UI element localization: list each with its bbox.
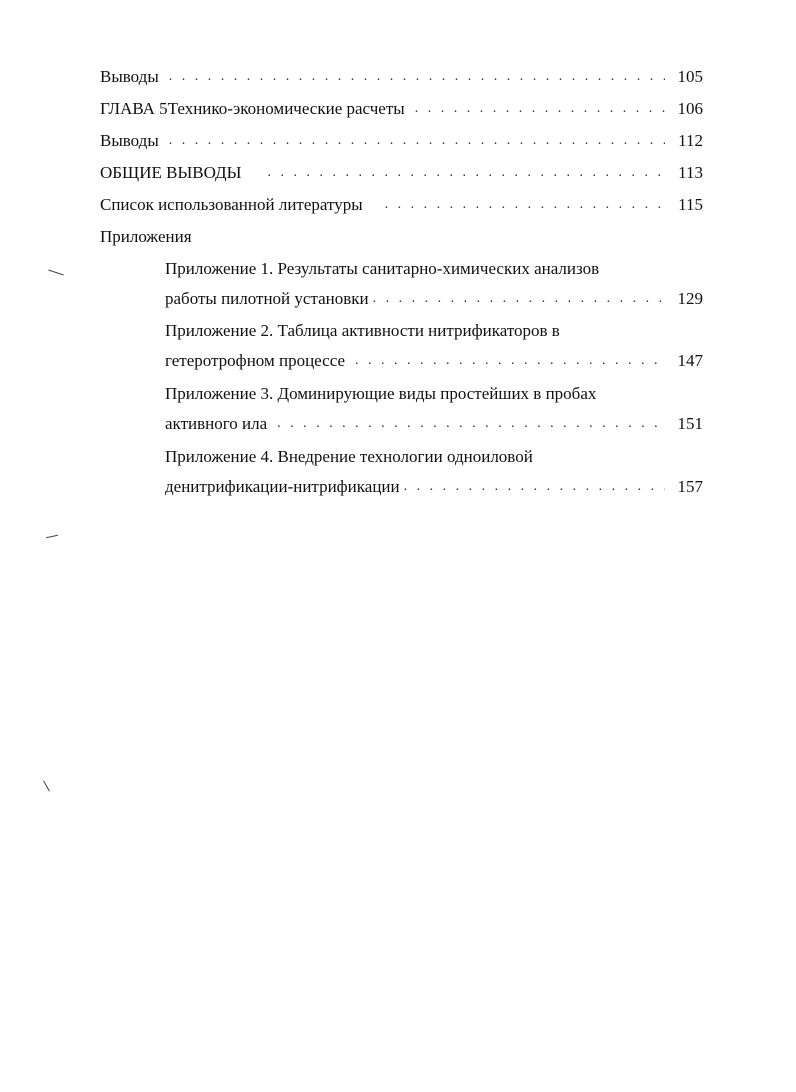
- toc-entry-appendix-3: [165, 409, 703, 435]
- toc-entry-appendix-2: [165, 346, 703, 372]
- toc-entry-title: Технико-экономические расчеты: [167, 99, 405, 118]
- dot-leader: [373, 288, 665, 310]
- dot-leader: [355, 350, 665, 372]
- toc-page-number: 105: [677, 67, 703, 86]
- scan-mark: [48, 270, 64, 276]
- appendix-4-line-1: Приложение 4. Внедрение технологии одноиловой: [165, 447, 533, 466]
- appendix-1-line-1: Приложение 1. Результаты санитарно-химических анализов: [165, 259, 600, 278]
- scan-mark: [43, 781, 50, 792]
- toc-entry-appendix-4: [165, 472, 703, 498]
- toc-page-number: 129: [677, 289, 703, 308]
- toc-entry-title: Выводы: [100, 131, 159, 150]
- dot-leader: [415, 98, 665, 120]
- dot-leader: [385, 194, 665, 216]
- scan-mark: [46, 535, 58, 538]
- toc-entry-title: гетеротрофном процессе: [165, 351, 345, 370]
- toc-page-number: 147: [677, 351, 703, 370]
- toc-entry-title: денитрификации-нитрификации: [165, 477, 400, 496]
- toc-entry-title: работы пилотной установки: [165, 289, 369, 308]
- dot-leader: [277, 413, 665, 435]
- toc-page-number: 151: [677, 414, 703, 433]
- toc-page-number: 115: [678, 195, 703, 214]
- toc-page-number: 106: [677, 99, 703, 118]
- dot-leader: [404, 476, 665, 498]
- chapter-number: ГЛАВА 5: [100, 99, 168, 118]
- dot-leader: [267, 162, 665, 184]
- toc-entry-title: Выводы: [100, 67, 159, 86]
- toc-page-number: 113: [678, 163, 703, 182]
- toc-page-number: 157: [677, 477, 703, 496]
- appendix-3-line-1: Приложение 3. Доминирующие виды простейших в пробах: [165, 384, 597, 403]
- dot-leader: [169, 66, 665, 88]
- toc-entry-title: ОБЩИЕ ВЫВОДЫ: [100, 163, 242, 182]
- toc-entry-vyvody-1: [100, 62, 703, 88]
- appendices-heading: Приложения: [100, 227, 192, 246]
- toc-entry-title: Список использованной литературы: [100, 195, 363, 214]
- toc-entry-general-conclusions: [100, 158, 703, 184]
- toc-entry-chapter-5: [100, 94, 703, 120]
- toc-page-number: 112: [678, 131, 703, 150]
- dot-leader: [169, 130, 665, 152]
- appendix-2-line-1: Приложение 2. Таблица активности нитрификаторов в: [165, 321, 560, 340]
- toc-entry-title: активного ила: [165, 414, 268, 433]
- toc-entry-appendix-1: [165, 284, 703, 310]
- toc-entry-vyvody-2: [100, 126, 703, 152]
- toc-entry-references: [100, 190, 703, 216]
